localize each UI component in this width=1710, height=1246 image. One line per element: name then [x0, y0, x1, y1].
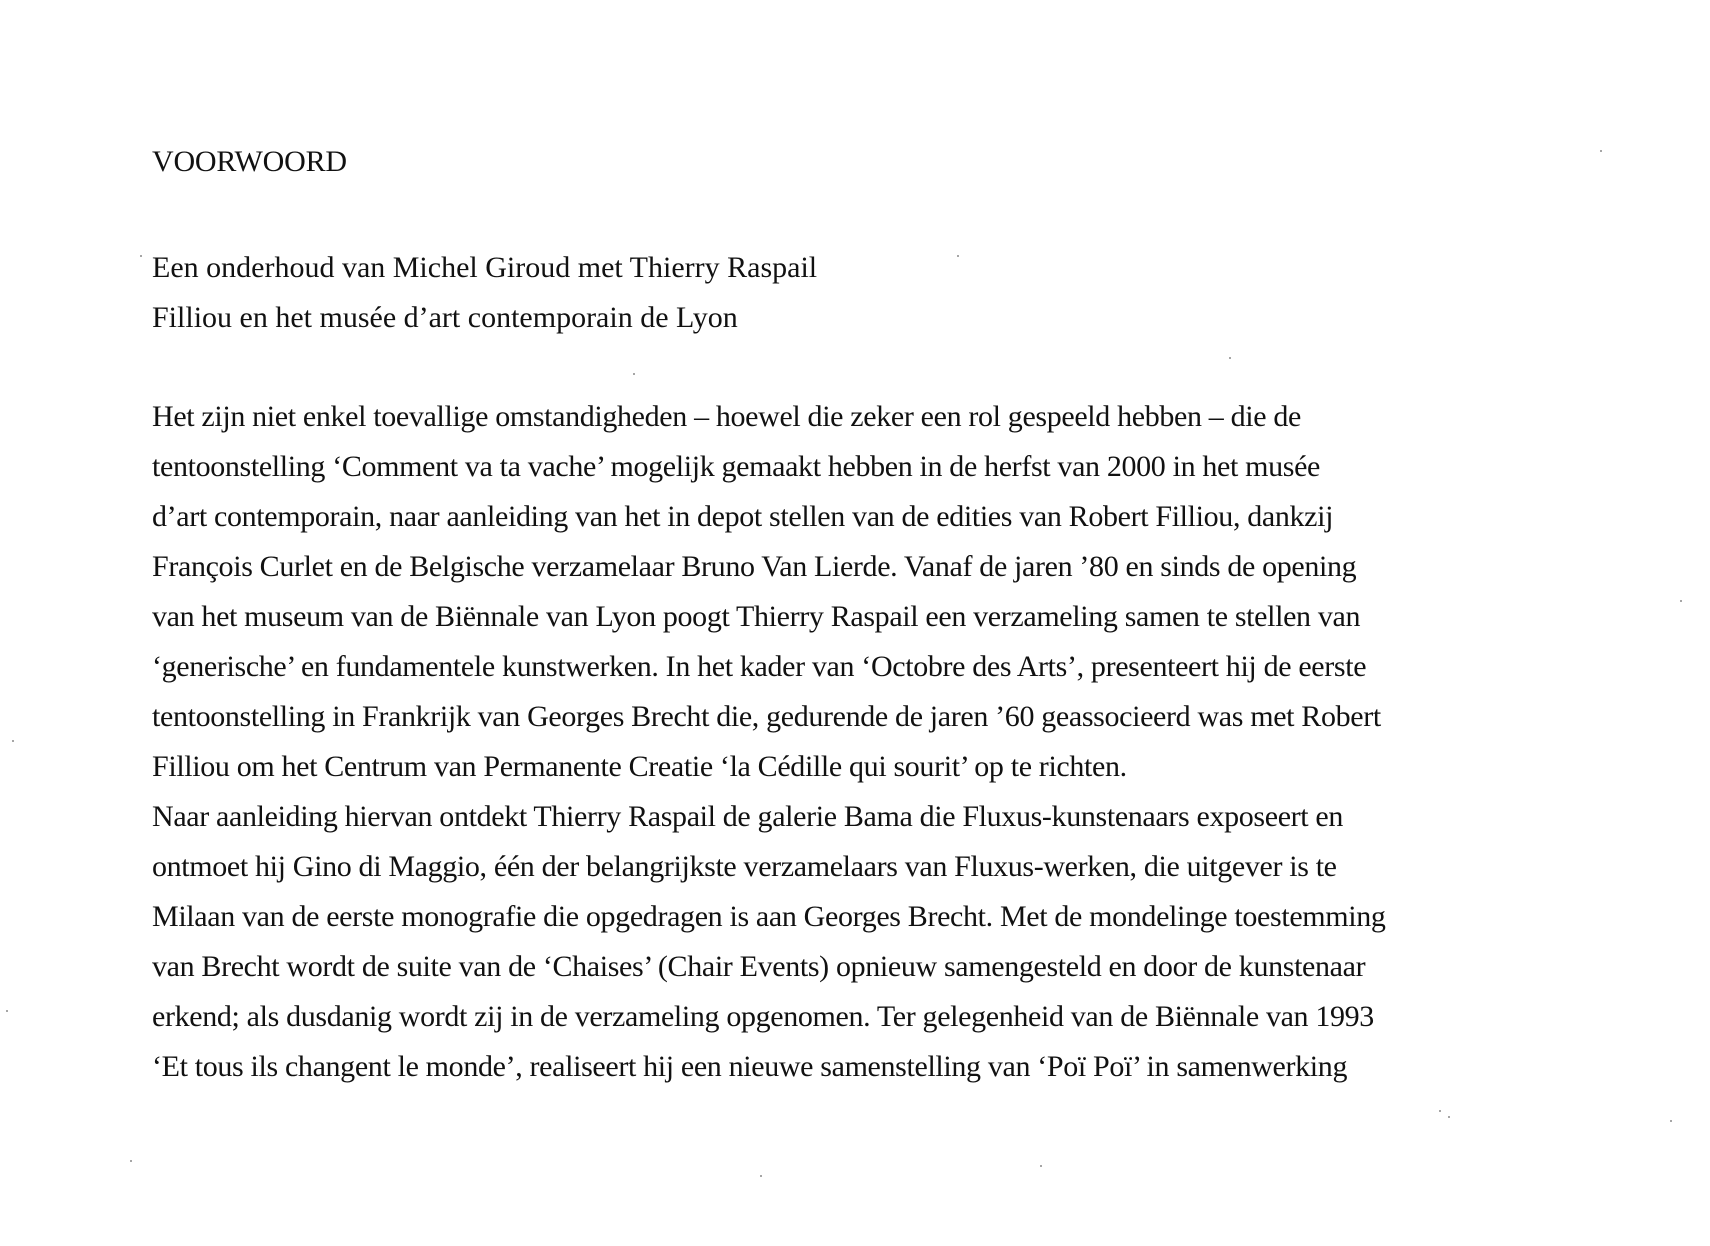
body-line: d’art contemporain, naar aanleiding van het in depot stellen van de edities van Robert Filliou, dankzij — [152, 500, 1334, 533]
scan-speck — [1229, 357, 1231, 359]
scan-speck — [1680, 600, 1682, 602]
body-line: Filliou om het Centrum van Permanente Creatie ‘la Cédille qui sourit’ op te richten. — [152, 750, 1127, 783]
body-line: tentoonstelling ‘Comment va ta vache’ mogelijk gemaakt hebben in de herfst van 2000 in het musée — [152, 450, 1321, 483]
scan-speck — [633, 373, 635, 375]
body-line: van Brecht wordt de suite van de ‘Chaises’ (Chair Events) opnieuw samengesteld en door de kunstenaar — [152, 950, 1366, 983]
body-line: ontmoet hij Gino di Maggio, één der belangrijkste verzamelaars van Fluxus-werken, die uitgever is te — [152, 850, 1337, 883]
scan-speck — [130, 1160, 132, 1162]
scan-speck — [1040, 1165, 1042, 1167]
body-line: ‘Et tous ils changent le monde’, realiseert hij een nieuwe samenstelling van ‘Poï Poï’ in samenwerking — [152, 1050, 1348, 1083]
body-line: tentoonstelling in Frankrijk van Georges Brecht die, gedurende de jaren ’60 geassocieerd was met Robert — [152, 700, 1381, 733]
body-line: ‘generische’ en fundamentele kunstwerken. In het kader van ‘Octobre des Arts’, presenteert hij de eerste — [152, 650, 1367, 683]
body-line: van het museum van de Biënnale van Lyon poogt Thierry Raspail een verzameling samen te stellen van — [152, 600, 1361, 633]
scan-speck — [760, 1175, 762, 1177]
body-line: François Curlet en de Belgische verzamelaar Bruno Van Lierde. Vanaf de jaren ’80 en sinds de opening — [152, 550, 1357, 583]
subtitle-line: Filliou en het musée d’art contemporain de Lyon — [152, 301, 738, 334]
body-line: erkend; als dusdanig wordt zij in de verzameling opgenomen. Ter gelegenheid van de Biënnale van 1993 — [152, 1000, 1374, 1033]
body-line: Het zijn niet enkel toevallige omstandigheden – hoewel die zeker een rol gespeeld hebben – die de — [152, 400, 1301, 433]
body-line: Milaan van de eerste monografie die opgedragen is aan Georges Brecht. Met de mondelinge toestemming — [152, 900, 1386, 933]
scan-speck — [1448, 1116, 1450, 1118]
scan-speck — [140, 255, 142, 257]
scan-speck — [1670, 1120, 1672, 1122]
scan-speck — [6, 1010, 8, 1012]
scan-speck — [957, 255, 959, 257]
document-heading: VOORWOORD — [152, 145, 347, 178]
subtitle-block — [152, 243, 817, 343]
scan-speck — [1439, 1110, 1441, 1112]
subtitle-line: Een onderhoud van Michel Giroud met Thierry Raspail — [152, 251, 818, 284]
scan-speck — [12, 740, 14, 742]
body-paragraphs — [152, 392, 1572, 1092]
body-line: Naar aanleiding hiervan ontdekt Thierry Raspail de galerie Bama die Fluxus-kunstenaars exposeert en — [152, 800, 1344, 833]
scan-speck — [1600, 150, 1602, 152]
